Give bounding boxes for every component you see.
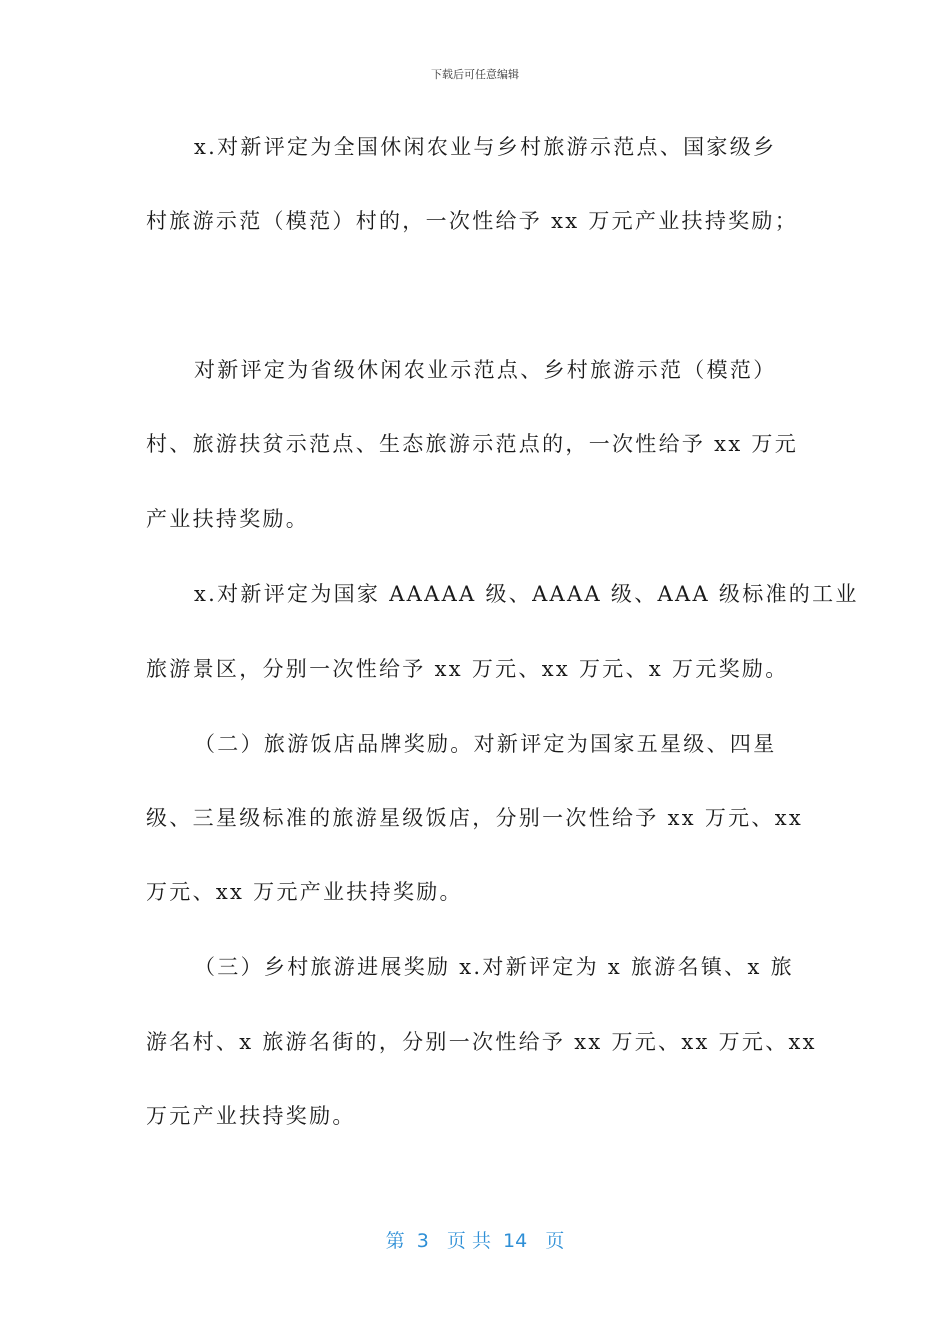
paragraph-line: 万元产业扶持奖励。 bbox=[146, 1104, 356, 1128]
paragraph-line: 村旅游示范（模范）村的，一次性给予 xx 万元产业扶持奖励； bbox=[146, 209, 799, 233]
paragraph-line: 游名村、x 旅游名街的，分别一次性给予 xx 万元、xx 万元、xx bbox=[146, 1030, 817, 1054]
page-indicator: 第 3 页 共 14 页 bbox=[385, 1230, 565, 1252]
paragraph-line: 产业扶持奖励。 bbox=[146, 507, 310, 531]
paragraph-line: 万元、xx 万元产业扶持奖励。 bbox=[146, 880, 463, 904]
paragraph-line: （三）乡村旅游进展奖励 x.对新评定为 x 旅游名镇、x 旅 bbox=[194, 955, 794, 979]
header-note: 下载后可任意编辑 bbox=[431, 68, 519, 81]
paragraph-line: 旅游景区，分别一次性给予 xx 万元、xx 万元、x 万元奖励。 bbox=[146, 657, 789, 681]
paragraph-line: 对新评定为省级休闲农业示范点、乡村旅游示范（模范） bbox=[194, 358, 777, 382]
paragraph-line: x.对新评定为国家 AAAAA 级、AAAA 级、AAA 级标准的工业 bbox=[194, 582, 859, 606]
paragraph-line: x.对新评定为全国休闲农业与乡村旅游示范点、国家级乡 bbox=[194, 135, 777, 159]
paragraph-line: （二）旅游饭店品牌奖励。对新评定为国家五星级、四星 bbox=[194, 732, 777, 756]
paragraph-line: 级、三星级标准的旅游星级饭店，分别一次性给予 xx 万元、xx bbox=[146, 806, 804, 830]
paragraph-line: 村、旅游扶贫示范点、生态旅游示范点的，一次性给予 xx 万元 bbox=[146, 432, 799, 456]
